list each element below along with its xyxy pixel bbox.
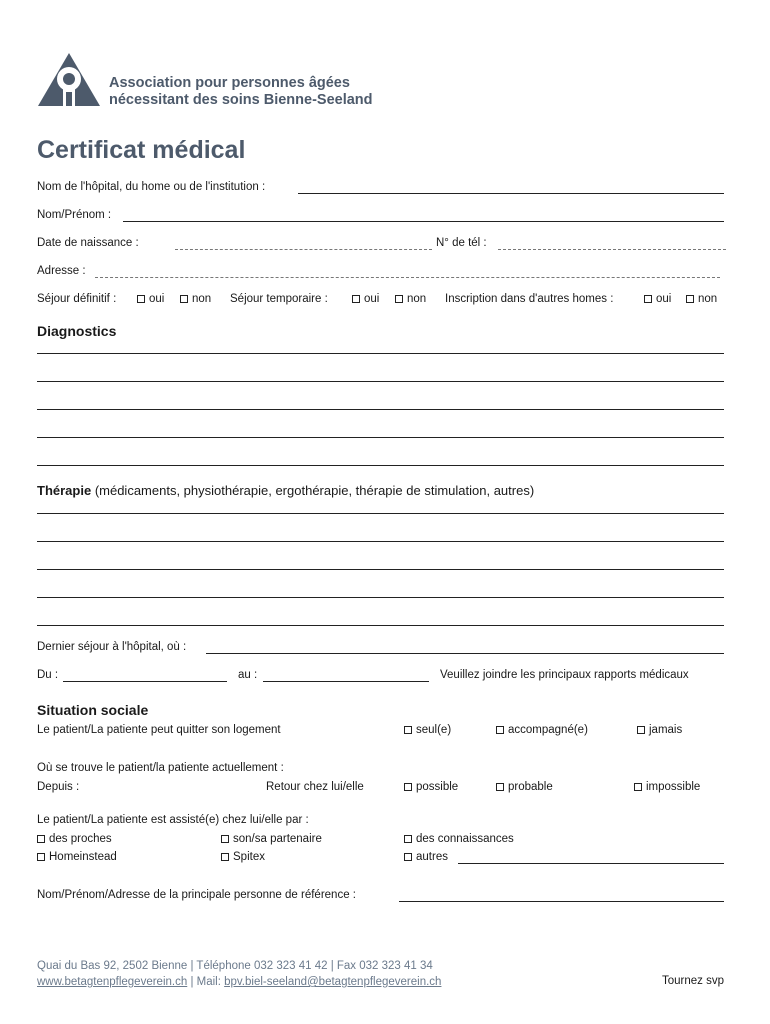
birth-field[interactable] — [175, 249, 432, 250]
checkbox-icon — [404, 783, 412, 791]
therapie-line[interactable] — [37, 625, 724, 626]
website-link[interactable]: www.betagtenpflegeverein.ch — [37, 976, 188, 988]
diagnostics-heading: Diagnostics — [37, 323, 117, 339]
assist-option-homeinstead[interactable]: Homeinstead — [37, 851, 117, 863]
therapie-line[interactable] — [37, 569, 724, 570]
assist-option-other[interactable]: autres — [404, 851, 448, 863]
last-stay-label: Dernier séjour à l'hôpital, où : — [37, 641, 187, 653]
return-label: Retour chez lui/elle — [266, 781, 364, 793]
checkbox-icon — [404, 835, 412, 843]
email-link[interactable]: bpv.biel-seeland@betagtenpflegeverein.ch — [224, 976, 442, 988]
reports-note: Veuillez joindre les principaux rapports médicaux — [440, 669, 689, 681]
return-option-possible[interactable]: possible — [404, 781, 458, 793]
therapie-title: Thérapie — [37, 483, 92, 498]
from-label: Du : — [37, 669, 59, 681]
checkbox-icon — [496, 783, 504, 791]
last-stay-field[interactable] — [206, 653, 724, 654]
checkbox-icon — [221, 835, 229, 843]
turn-over-note: Tournez svp — [662, 975, 725, 987]
leave-option-alone[interactable]: seul(e) — [404, 724, 451, 736]
assist-option-partner[interactable]: son/sa partenaire — [221, 833, 322, 845]
diagnostics-line[interactable] — [37, 465, 724, 466]
diagnostics-line[interactable] — [37, 409, 724, 410]
page-title: Certificat médical — [37, 136, 246, 164]
return-option-probable[interactable]: probable — [496, 781, 553, 793]
from-field[interactable] — [63, 681, 227, 682]
checkbox-icon — [180, 295, 188, 303]
name-label: Nom/Prénom : — [37, 209, 112, 221]
diagnostics-line[interactable] — [37, 353, 724, 354]
org-name — [109, 75, 373, 109]
leave-question: Le patient/La patiente peut quitter son logement — [37, 724, 281, 736]
phone-label: N° de tél : — [436, 237, 487, 249]
checkbox-icon — [644, 295, 652, 303]
address-label: Adresse : — [37, 265, 86, 277]
address-field[interactable] — [95, 277, 720, 278]
org-name-line1: Association pour personnes âgées — [109, 75, 350, 91]
sejour-definitif-oui[interactable]: oui — [137, 293, 164, 305]
checkbox-icon — [634, 783, 642, 791]
therapie-line[interactable] — [37, 597, 724, 598]
phone-field[interactable] — [498, 249, 726, 250]
therapie-detail: (médicaments, physiothérapie, ergothérapie, thérapie de stimulation, autres) — [94, 483, 535, 498]
therapie-heading — [37, 483, 534, 498]
social-heading: Situation sociale — [37, 702, 149, 718]
hospital-field[interactable] — [298, 193, 724, 194]
to-field[interactable] — [263, 681, 429, 682]
mail-label: | Mail: — [187, 976, 225, 988]
assist-other-field[interactable] — [458, 863, 724, 864]
sejour-definitif-label: Séjour définitif : — [37, 293, 117, 305]
birth-label: Date de naissance : — [37, 237, 139, 249]
hospital-label: Nom de l'hôpital, du home ou de l'institution : — [37, 181, 266, 193]
reference-field[interactable] — [399, 901, 724, 902]
checkbox-icon — [496, 726, 504, 734]
assist-option-acquaintances[interactable]: des connaissances — [404, 833, 514, 845]
association-logo — [37, 51, 101, 107]
therapie-line[interactable] — [37, 513, 724, 514]
checkbox-icon — [404, 726, 412, 734]
sejour-definitif-non[interactable]: non — [180, 293, 211, 305]
assist-option-spitex[interactable]: Spitex — [221, 851, 265, 863]
assist-option-relatives[interactable]: des proches — [37, 833, 112, 845]
checkbox-icon — [637, 726, 645, 734]
since-label: Depuis : — [37, 781, 80, 793]
footer-address: Quai du Bas 92, 2502 Bienne | Téléphone 032 323 41 42 | Fax 032 323 41 34 — [37, 960, 433, 972]
checkbox-icon — [137, 295, 145, 303]
diagnostics-line[interactable] — [37, 381, 724, 382]
return-option-impossible[interactable]: impossible — [634, 781, 700, 793]
inscription-non[interactable]: non — [686, 293, 717, 305]
where-question: Où se trouve le patient/la patiente actuellement : — [37, 762, 284, 774]
checkbox-icon — [404, 853, 412, 861]
leave-option-accompanied[interactable]: accompagné(e) — [496, 724, 588, 736]
inscription-oui[interactable]: oui — [644, 293, 671, 305]
sejour-temporaire-label: Séjour temporaire : — [230, 293, 328, 305]
name-field[interactable] — [123, 221, 724, 222]
footer-contact — [37, 976, 441, 988]
diagnostics-line[interactable] — [37, 437, 724, 438]
inscription-label: Inscription dans d'autres homes : — [445, 293, 614, 305]
org-name-line2: nécessitant des soins Bienne-Seeland — [109, 92, 373, 108]
checkbox-icon — [37, 835, 45, 843]
leave-option-never[interactable]: jamais — [637, 724, 682, 736]
checkbox-icon — [221, 853, 229, 861]
checkbox-icon — [686, 295, 694, 303]
reference-label: Nom/Prénom/Adresse de la principale personne de référence : — [37, 889, 356, 901]
therapie-line[interactable] — [37, 541, 724, 542]
checkbox-icon — [352, 295, 360, 303]
to-label: au : — [238, 669, 258, 681]
checkbox-icon — [37, 853, 45, 861]
assist-question: Le patient/La patiente est assisté(e) chez lui/elle par : — [37, 814, 309, 826]
sejour-temporaire-non[interactable]: non — [395, 293, 426, 305]
sejour-temporaire-oui[interactable]: oui — [352, 293, 379, 305]
checkbox-icon — [395, 295, 403, 303]
